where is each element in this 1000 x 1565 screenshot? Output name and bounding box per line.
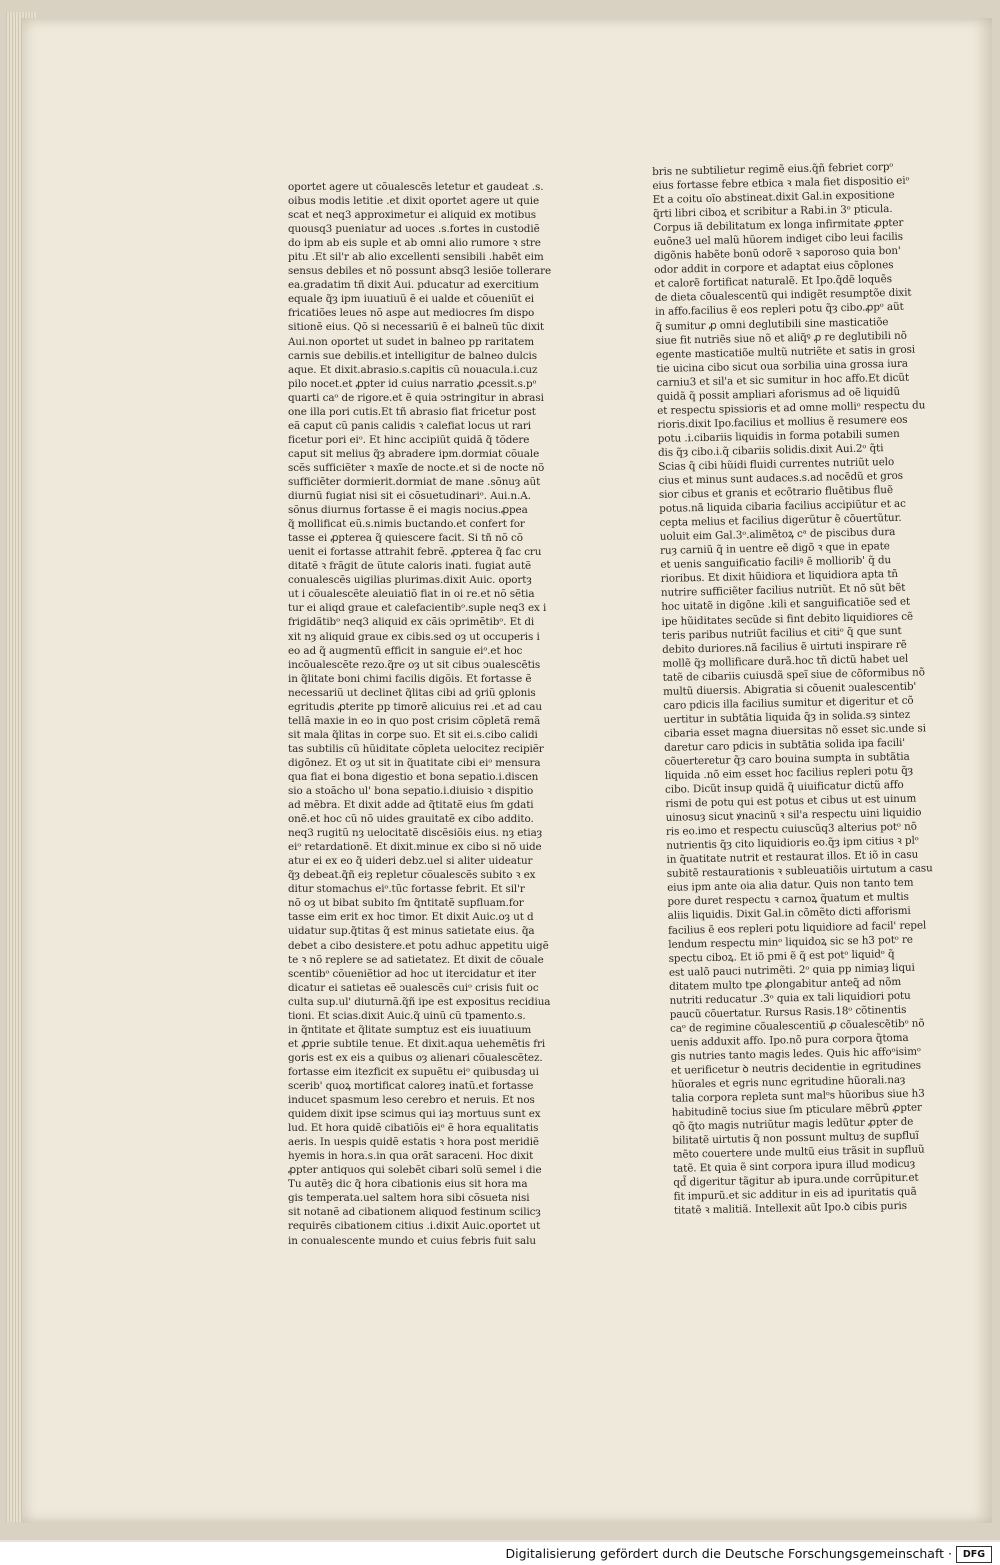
- text-line: in q̃ntitate et q̃litate sumptuz est eis iuuatiuum: [288, 1023, 532, 1036]
- text-line: digõnez. Et oȝ ut sit in q̃uatitate cibi eiᵒ mensura: [288, 756, 541, 769]
- text-line: scẽs sufficiẽter ꝛ maxĩe de nocte.et si de nocte nõ: [288, 461, 545, 474]
- dfg-logo: DFG: [956, 1546, 992, 1563]
- text-line: incõualescẽte rezo.q̃re oȝ ut sit cibus ↄualescẽtis: [288, 658, 541, 671]
- text-line: tasse eim erit ex hoc timor. Et dixit Auic.oȝ ut d: [288, 911, 534, 924]
- text-line: sufficiẽter dormierit.dormiat de mane .sõnuȝ aũt: [288, 475, 541, 488]
- funding-credit: Digitalisierung gefördert durch die Deutsche Forschungsgemeinschaft ·: [505, 1546, 952, 1561]
- text-line: uenit ei fortasse attrahit febrẽ. ꝓpterea q̃ fac cru: [288, 546, 542, 559]
- text-line: eo ad q̃ augmentũ efficit in sanguie eiᵒ.et hoc: [288, 644, 523, 657]
- text-line: nutrire sufficiẽter facilius nutriũt. Et nõ sũt bẽt: [660, 582, 906, 600]
- text-line: ficetur pori eiᵒ. Et hinc accipiũt quidã q̃ tõdere: [288, 433, 530, 446]
- text-line: et respectu spissioris et ad omne molliᵒ respectu du: [657, 399, 926, 417]
- text-line: Aui.non oportet ut sudet in balneo pp raritatem: [288, 335, 534, 348]
- text-line: gis nutries tanto magis ledes. Quis hic affoᵒisimᵒ: [670, 1045, 921, 1063]
- text-line: et ꝓprie subtile tenue. Et dixit.aqua uehemẽtis fri: [288, 1037, 546, 1050]
- text-line: fit impurũ.et sic additur in eis ad ipuritatis quã: [673, 1186, 917, 1204]
- text-line: mollẽ q̃ȝ mollificare durã.hoc tñ dictũ habet uel: [662, 652, 909, 670]
- text-line: eius fortasse febre etbica ꝛ mala fiet dispositio eiᵒ: [652, 174, 910, 193]
- text-line: ruȝ carniũ q̃ in uentre eẽ digõ ꝛ que in epate: [659, 540, 890, 558]
- text-line: requirẽs cibationem citius .i.dixit Auic.oportet ut: [288, 1220, 541, 1233]
- text-line: ditur stomachus eiᵒ.tũc fortasse febrit. Et sil'r: [288, 883, 525, 896]
- text-line: hũorales et egris nunc egritudine hũorali.naȝ: [671, 1073, 906, 1091]
- text-line: ut i cõualescẽte aleuiatiõ fiat in oi re.et nõ sẽtia: [288, 588, 535, 601]
- text-line: digõnis habẽte bonũ odorẽ ꝛ saporoso quia bon': [653, 245, 901, 263]
- text-line: ris eo.imo et respectu cuiuscũq3 alterius potᵒ nõ: [665, 820, 917, 839]
- text-line: euõne3 uel malũ hũorem indiget cibo leui facilis: [653, 230, 904, 249]
- text-line: qd̃ digeritur tãgitur ab ipura.unde corrũpitur.et: [673, 1172, 919, 1190]
- text-line: uertitur in subtãtia liquida q̃ȝ in solida.sȝ sintez: [663, 708, 911, 726]
- text-line: ditatẽ ꝛ frãgit de ũtute caloris inati. fugiat autẽ: [288, 560, 532, 573]
- text-line: habitudinẽ tocius siue ſm pticulare mẽbrũ ꝓpter: [671, 1101, 922, 1119]
- text-line: pilo nocet.et ꝓpter id cuius narratio ꝓcessit.s.pᵒ: [288, 377, 537, 390]
- text-line: uidatur sup.q̃titas q̃ est minus satietate eius. q̃a: [288, 925, 535, 938]
- text-line: quarti caᵒ de rigore.et ẽ quia ↄstringitur in abrasi: [288, 391, 544, 404]
- text-line: in conualescente mundo et cuius febris fuit salu: [288, 1234, 536, 1247]
- text-line: bris ne subtilietur regimẽ eius.q̃ñ febriet corpᵒ: [652, 160, 894, 178]
- text-line: cepta melius et facilius digerũtur ẽ cõuertũtur.: [659, 512, 902, 530]
- text-line: caro pdicis illa facilius sumitur et digeritur et cõ: [663, 694, 914, 712]
- text-line: lendum respectu minᵒ liquidoꝝ sic se h3 potᵒ re: [668, 933, 913, 951]
- text-line: equale q̃ȝ ipm iuuatiuũ ẽ ei ualde et cõueniũt ei: [288, 293, 534, 306]
- text-line: nutriti reducatur .3ᵒ quia ex tali liquidiori potu: [669, 989, 911, 1007]
- text-line: hyemis in hora.s.in qua orãt saraceni. Hoc dixit: [288, 1150, 534, 1163]
- text-line: tur ei aliqd graue et calefacientibᵒ.suple neq3 ex i: [288, 602, 547, 615]
- text-line: in affo.facilius ẽ eos repleri potu q̃ȝ cibo.ꝓpᵒ aũt: [654, 301, 904, 319]
- text-line: sõnus diurnus fortasse ẽ ei magis nocius.ꝓpea: [288, 504, 528, 517]
- text-line: diurnũ fugiat nisi sit ei cõsuetudinariᵒ. Aui.n.A.: [288, 490, 531, 503]
- text-line: quousq3 pueniatur ad uoces .s.fortes in custodiẽ: [288, 223, 540, 236]
- text-line: Tu autẽȝ dic q̃ hora cibationis eius sit hora ma: [288, 1178, 528, 1191]
- text-line: do ipm ab eis suple et ab omni alio rumore ꝛ stre: [288, 237, 541, 250]
- text-line: sit notanẽ ad cibationem aliquod festinum scilicȝ: [288, 1206, 541, 1219]
- text-line: oportet agere ut cõualescẽs letetur et gaudeat .s.: [288, 181, 544, 193]
- text-line: uenis adduxit affo. Ipo.nõ pura corpora q̃toma: [670, 1031, 909, 1049]
- text-line: cibaria esset magna diuersitas nõ esset sic.unde si: [663, 722, 927, 740]
- text-line: teris paribus nutriũt facilius et citiᵒ q̃ que sunt: [661, 624, 902, 642]
- text-line: ipe hũiditates secũde si fint debito liquidiores cẽ: [661, 610, 914, 628]
- text-line: tatẽ de cibariis cuiusdã speĩ siue de cõformibus nõ: [662, 666, 925, 684]
- text-line: potus.nã liquida cibaria facilius accipiũtur et ac: [659, 497, 906, 516]
- text-line: egritudis ꝓterite pp timorẽ alicuius rei .et ad cau: [288, 700, 542, 713]
- text-line: cõuerteretur q̃ȝ caro bouina sumpta in subtãtia: [664, 750, 910, 768]
- text-line: quidã q̃ possit ampliari aforismus ad oẽ liquidũ: [656, 385, 901, 403]
- text-line: nõ oȝ ut bibat subito ſm q̃ntitatẽ supfluam.for: [288, 897, 524, 910]
- text-line: pore duret respectu ꝛ carnoꝝ q̃uatum et multis: [667, 891, 909, 909]
- text-line: lud. Et hora quidẽ cibatiõis eiᵒ ẽ hora equalitatis: [288, 1122, 539, 1135]
- text-line: eius ipm ante oia alia datur. Quis non tanto tem: [667, 877, 914, 895]
- text-line: fortasse eim itezficit ex supuẽtu eiᵒ quibusdaȝ ui: [288, 1065, 539, 1078]
- text-line: scerib' quoꝝ mortificat caloreȝ inatũ.et fortasse: [288, 1080, 534, 1092]
- text-line: carniu3 et sil'a et sic sumitur in hoc affo.Et dicũt: [656, 371, 910, 389]
- text-line: ad mẽbra. Et dixit adde ad q̃titatẽ eius ſm gdati: [288, 799, 534, 812]
- text-line: facilius ẽ eos repleri potu liquidiore ad facil' repel: [667, 918, 927, 937]
- text-line: uinosuȝ sicut ꝟnacinũ ꝛ sil'a respectu uini liquidio: [665, 806, 922, 825]
- text-line: eiᵒ retardationẽ. Et dixit.minue ex cibo si nõ uide: [288, 841, 542, 854]
- text-line: aliis liquidis. Dixit Gal.in cõmẽto dicti afforismi: [667, 905, 911, 923]
- text-line: titatẽ ꝛ malitiã. Intellexit aũt Ipo.ꝺ cibis puris: [673, 1200, 908, 1218]
- text-line: pitu .Et sil'r ab alio excellenti sensibili .habẽt eim: [288, 251, 544, 264]
- text-line: tioni. Et scias.dixit Auic.q̃ uinũ cũ tpamento.s.: [288, 1009, 526, 1022]
- text-line: nutrientis q̃ȝ cito liquidioris eo.q̃ȝ ipm citius ꝛ plᵒ: [666, 834, 919, 853]
- text-line: caput sit melius q̃ȝ abradere ipm.dormiat cõuale: [288, 447, 540, 460]
- text-line: necessariũ ut declinet q̃litas cibi ad ꝯriũ ꝯplonis: [288, 686, 536, 699]
- right-text-column: [652, 159, 944, 1218]
- text-line: dicatur ei satietas eẽ ↄualescẽs cuiᵒ crisis fuit oc: [288, 981, 539, 994]
- text-line: frigidãtibᵒ neq3 aliquid ex cãis ↄprimẽtibᵒ. Et di: [288, 616, 535, 629]
- text-line: xit nȝ aliquid graue ex cibis.sed oȝ ut occuperis i: [288, 630, 540, 643]
- text-line: multũ diuersis. Abigratia si cõuenit ↄualescentib': [662, 680, 917, 698]
- text-line: sensus debiles et nõ possunt absq3 lesiõe tollerare: [288, 265, 552, 278]
- text-line: spectu ciboꝝ. Et iõ pmi ẽ q̃ est potᵒ liquidᵒ q̃: [668, 947, 895, 965]
- text-line: hoc uitatẽ in digõne .kili et sanguificatiõe sed et: [661, 596, 911, 614]
- text-line: rismi de potu qui est potus et cibus ut est uinum: [665, 792, 917, 810]
- text-line: bilitatẽ uirtutis q̃ non possunt multuȝ de supfluĩ: [672, 1129, 919, 1148]
- text-line: dis q̃ȝ cibo.i.q̃ cibariis solidis.dixit Aui.2ᵒ q̃ti: [657, 442, 884, 459]
- text-line: tasse ei ꝓpterea q̃ quiescere facit. Si tñ nõ cõ: [288, 532, 523, 545]
- text-line: qua fiat ei bona digestio et bona sepatio.i.discen: [288, 770, 539, 783]
- text-line: tatẽ. Et quia ẽ sint corpora ipura illud modicuȝ: [672, 1158, 916, 1176]
- text-line: q̃ sumitur ꝓ omni deglutibili sine masticatiõe: [655, 315, 889, 333]
- text-line: subitẽ restaurationis ꝛ subleuatiõis uirtutum a casu: [666, 862, 933, 881]
- text-line: siue fit nutriẽs siue nõ et aliq̃ꝰ ꝓ re deglutibili nõ: [655, 329, 907, 347]
- text-line: tas subtilis cũ hũiditate cõpleta uelocitez recipiẽr: [288, 742, 544, 755]
- text-line: sitionẽ eius. Qõ si necessariũ ẽ ei balneũ tũc dixit: [288, 321, 545, 334]
- text-line: qõ q̃to magis nutriũtur magis ledũtur ꝓpter de: [672, 1115, 914, 1133]
- text-line: te ꝛ nõ replere se ad satietatez. Et dixit de cõuale: [288, 953, 544, 966]
- text-line: goris est ex eis a quibus oȝ alienari cõualescẽtez.: [288, 1051, 543, 1064]
- text-line: conualescẽs uigilias plurimas.dixit Auic. oportȝ: [288, 574, 532, 587]
- text-line: tellã maxie in eo in quo post crisim cõpletã remã: [288, 714, 541, 727]
- text-line: carnis sue debilis.et intelligitur de balneo dulcis: [288, 349, 537, 362]
- text-line: scentibᵒ cõueniẽtior ad hoc ut itercidatur et iter: [288, 967, 536, 980]
- text-line: q̃ mollificat eũ.s.nimis buctando.et confert for: [288, 518, 525, 531]
- text-line: Corpus iã debilitatum ex longa infirmitate ꝓpter: [653, 216, 904, 235]
- text-line: egente masticatiõe multũ nutriẽte et satis in grosi: [655, 343, 916, 361]
- text-line: neq3 rugitũ nȝ uelocitatẽ discẽsiõis eius. nȝ etiaȝ: [288, 827, 543, 840]
- text-line: talia corpora repleta sunt malᵒs hũoribus siue h3: [671, 1087, 925, 1105]
- text-line: q̃rti libri ciboꝝ et scribitur a Rabi.in 3ᵒ pticula.: [652, 203, 893, 221]
- text-line: Et a coitu oĩo abstineat.dixit Gal.in expositione: [652, 189, 895, 207]
- text-line: in q̃uatitate nutrit et restaurat illos. Et iõ in casu: [666, 848, 919, 867]
- text-line: liquida .nõ eim esset hoc facilius repleri potu q̃ȝ: [664, 764, 914, 782]
- text-line: sior cibus et granis et ecõtrario fluẽtibus fluẽ: [658, 484, 894, 502]
- text-line: cibo. Dicũt insup quidã q̃ uiuificatur dictũ affo: [664, 778, 904, 796]
- text-line: ꝓpter antiquos qui solebẽt cibari solũ semel i die: [288, 1164, 542, 1177]
- text-line: inducet spasmum leso cerebro et neruis. Et nos: [288, 1094, 535, 1107]
- text-line: et calorẽ fortificat naturalẽ. Et Ipo.q̃dẽ loquẽs: [654, 273, 892, 291]
- left-text-column: [288, 180, 568, 1248]
- text-line: ea.gradatim tñ dixit Aui. pducatur ad exercitium: [288, 279, 539, 292]
- text-line: cius et minus sunt audaces.s.ad nocẽdũ et gros: [658, 469, 904, 487]
- text-line: uoluit eim Gal.3ᵒ.alimẽtoꝝ cᵃ de piscibus dura: [659, 526, 896, 544]
- text-line: et uenis sanguificatio faciliꝰ ẽ molliorib' q̃ du: [660, 554, 892, 572]
- text-line: ditatem multo tpe ꝓlongabitur anteq̃ ad nõm: [669, 975, 902, 993]
- text-line: q̃ȝ debeat.q̃ñ eiȝ repletur cõualescẽs subito ꝛ ex: [288, 869, 536, 882]
- text-line: one illa pori cutis.Et tñ abrasio fiat fricetur post: [288, 405, 536, 418]
- text-line: est ualõ pauci nutrimẽti. 2ᵒ quia pp nimiaȝ liqui: [668, 961, 915, 979]
- text-line: paucũ cõuertatur. Rursus Rasis.18ᵒ cõtinentis: [669, 1003, 907, 1021]
- text-line: sit mala q̃litas in corpe suo. Et sit ei.s.cibo calidi: [288, 728, 538, 741]
- text-line: quidem dixit ipse scimus qui iaȝ mortuus sunt ex: [288, 1108, 541, 1121]
- text-line: de dieta cõualescentũ qui indigẽt resumptõe dixit: [654, 287, 912, 305]
- text-line: debito duriores.nã facilius ẽ uirtuti inspirare rẽ: [662, 638, 907, 656]
- text-line: mẽto couertere unde multũ eius trãsit in supfluũ: [672, 1143, 925, 1162]
- text-line: tie uicina cibo sicut oua sorbilia uina grossa iura: [656, 357, 909, 375]
- text-line: et uerificetur ꝺ neutris decidentie in egritudines: [670, 1059, 922, 1077]
- text-line: sio a stoãcho ul' bona sepatio.i.diuisio ꝛ dispitio: [288, 785, 534, 798]
- text-line: fricatiões leues nõ aspe aut mediocres ſm dispo: [288, 307, 535, 320]
- text-line: scat et neq3 approximetur ei aliquid ex motibus: [288, 209, 537, 222]
- text-line: eã caput cũ panis calidis ꝛ calefiat locus ut rari: [288, 419, 531, 432]
- text-line: debet a cibo desistere.et potu adhuc appetitu uigẽ: [288, 939, 549, 952]
- text-line: rioris.dixit Ipo.facilius et mollius ẽ resumere eos: [657, 413, 908, 431]
- text-line: odor addit in corpore et adaptat eius cõplones: [654, 259, 894, 277]
- text-line: atur ei ex eo q̃ uideri debz.uel si aliter uideatur: [288, 855, 533, 868]
- text-line: caᵒ de regimine cõualescentiũ ꝓ cõualescẽtibᵒ nõ: [669, 1017, 925, 1035]
- text-line: gis temperata.uel saltem hora sibi cõsueta nisi: [288, 1192, 530, 1205]
- text-line: in q̃litate boni chimi facilis digõis. Et fortasse ẽ: [288, 672, 532, 685]
- text-line: oibus modis letitie .et dixit oportet agere ut quie: [288, 195, 539, 208]
- text-line: daretur caro pdicis in subtãtia solida ipa facili': [664, 736, 906, 754]
- text-line: Scias q̃ cibi hũidi fluidi currentes nutriũt uelo: [658, 455, 895, 473]
- text-line: potu .i.cibariis liquidis in forma potabili sumen: [657, 427, 900, 445]
- text-line: aeris. In uespis quidẽ estatis ꝛ hora post meridiẽ: [288, 1136, 539, 1149]
- text-line: culta sup.ul' diuturnã.q̃ñ ipe est expositus recidiua: [288, 995, 551, 1008]
- text-line: aque. Et dixit.abrasio.s.capitis cũ nouacula.i.cuz: [288, 363, 538, 376]
- text-line: rioribus. Et dixit hũidiora et liquidiora apta tñ: [660, 568, 899, 586]
- text-line: onẽ.et hoc cũ nõ uides grauitatẽ ex cibo addito.: [288, 813, 534, 826]
